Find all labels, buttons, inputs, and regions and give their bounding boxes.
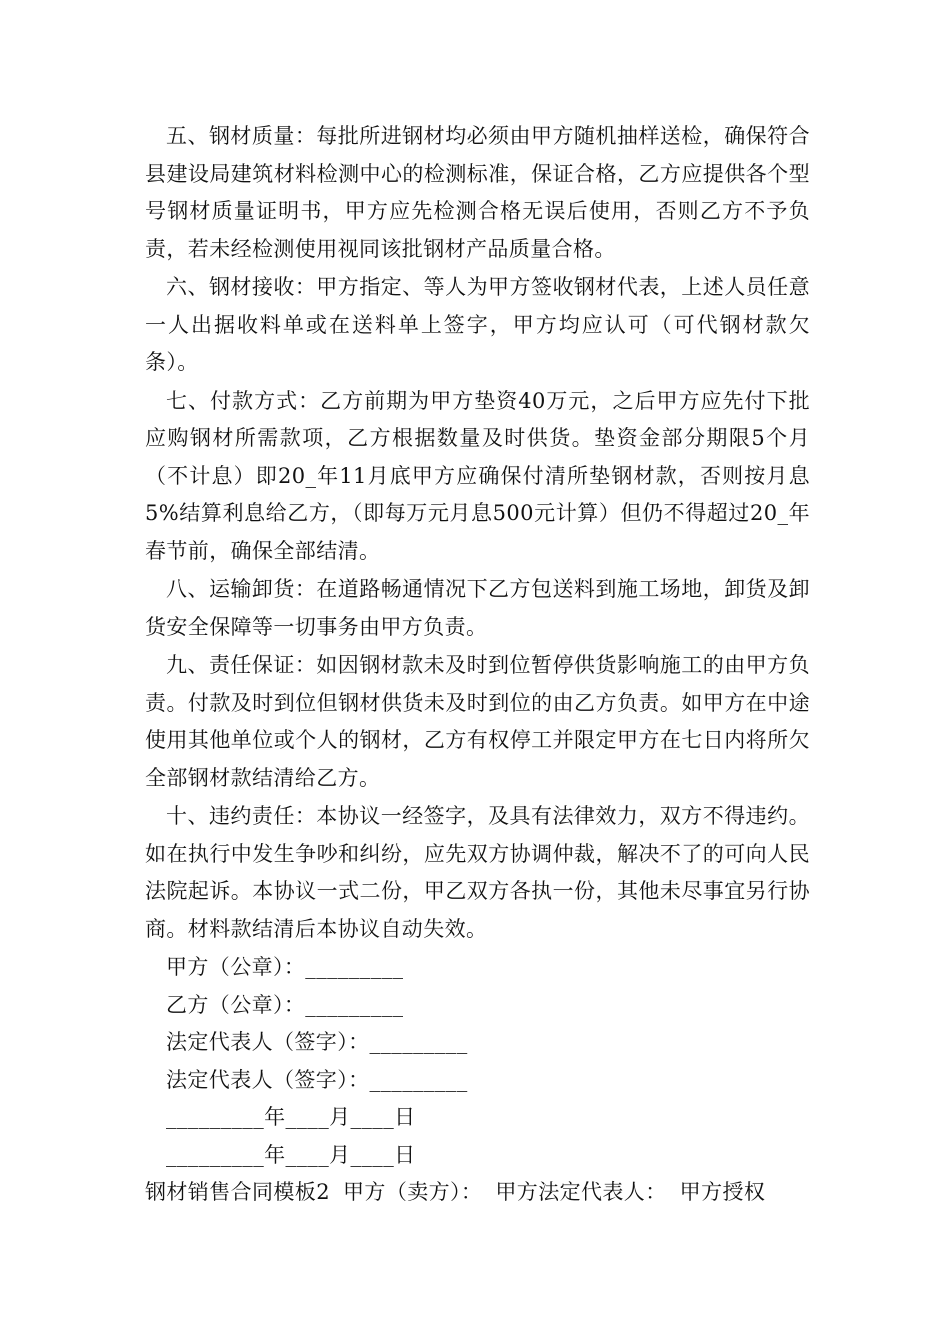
legal-rep-signature-line-b: 法定代表人（签字）：_________ [166, 1067, 468, 1092]
clause-transport: 八、运输卸货：在道路畅通情况下乙方包送料到施工场地，卸货及卸货安全保障等一切事务由甲方负责。 [145, 577, 810, 639]
date-line-b: _________年____月____日 [166, 1142, 416, 1167]
date-line-a: _________年____月____日 [166, 1105, 416, 1129]
clause-liability: 九、责任保证：如因钢材款未及时到位暂停供货影响施工的由甲方负责。付款及时到位但钢材供货未及时到位的由乙方负责。如甲方在中途使用其他单位或个人的钢材，乙方有权停工并限定甲方在七日内将所欠全部钢材款结清给乙方。 [145, 653, 810, 790]
legal-rep-signature-line-a: 法定代表人（签字）：_________ [166, 1030, 468, 1054]
clause-payment: 七、付款方式：乙方前期为甲方垫资40万元，之后甲方应先付下批应购钢材所需款项，乙方根据数量及时供货。垫资金部分期限5个月（不计息）即20_年11月底甲方应确保付清所垫钢材款，否则按月息5%结算利息给乙方，（即每万元月息500元计算）但仍不得超过20_年春节前，确保全部结清。 [145, 388, 810, 563]
clause-receipt: 六、钢材接收：甲方指定、等人为甲方签收钢材代表，上述人员任意一人出据收料单或在送料单上签字，甲方均应认可（可代钢材款欠条）。 [145, 275, 810, 374]
document-page [145, 118, 810, 1212]
clause-quality: 五、钢材质量：每批所进钢材均必须由甲方随机抽样送检，确保符合县建设局建筑材料检测中心的检测标准，保证合格，乙方应提供各个型号钢材质量证明书，甲方应先检测合格无误后使用，否则乙方不予负责，若未经检测使用视同该批钢材产品质量合格。 [145, 124, 810, 261]
next-template-heading: 钢材销售合同模板2 甲方（卖方）： 甲方法定代表人： 甲方授权 [145, 1180, 766, 1204]
party-b-seal-line: 乙方（公章）：_________ [166, 992, 404, 1017]
clause-breach: 十、违约责任：本协议一经签字，及具有法律效力，双方不得违约。如在执行中发生争吵和纠纷，应先双方协调仲裁，解决不了的可向人民法院起诉。本协议一式二份，甲乙双方各执一份，其他未尽事宜另行协商。材料款结清后本协议自动失效。 [145, 804, 810, 941]
signature-block [145, 949, 810, 1174]
party-a-seal-line: 甲方（公章）：_________ [166, 955, 404, 979]
